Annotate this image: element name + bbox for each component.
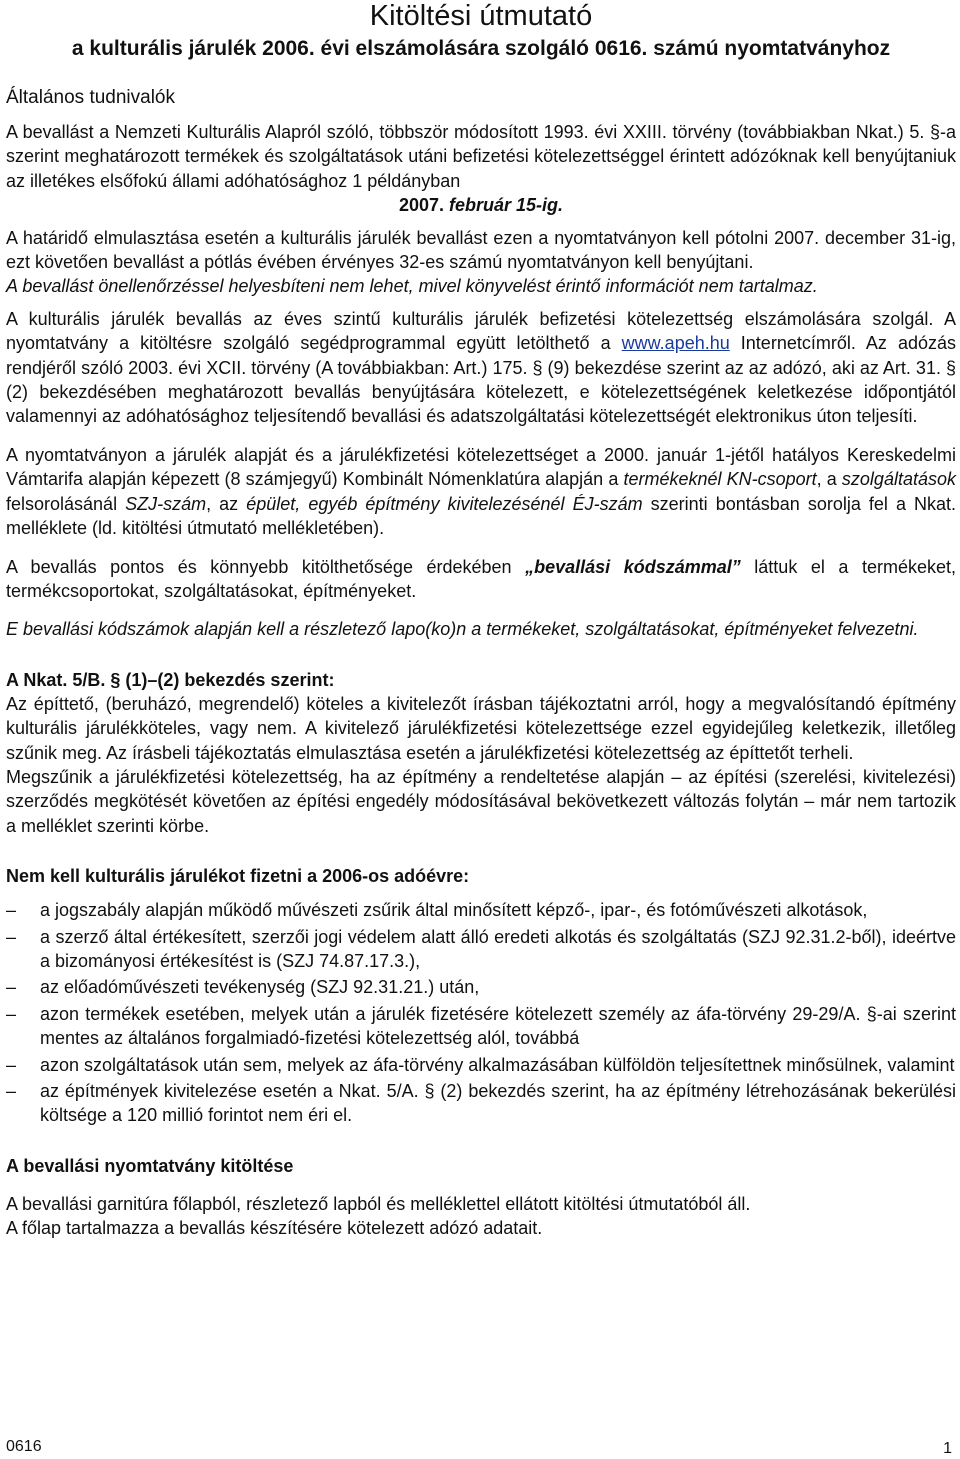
general-paragraph-6: A bevallás pontos és könnyebb kitölthetősége érdekében „bevallási kódszámmal” láttuk el a termékeket, termékcsoportokat, szolgáltatásokat, építményeket. xyxy=(6,556,956,601)
general-paragraph-2: A határidő elmulasztása esetén a kulturális járulék bevallást ezen a nyomtatványon kell pótolni 2007. december 31-ig, ezt követően bevallást a pótlás évében érvényes 32-es számú nyomtatványon kell benyújtani. xyxy=(6,227,956,273)
page-number: 1 xyxy=(943,1440,952,1457)
general-paragraph-1: A bevallást a Nemzeti Kulturális Alapról szóló, többször módosított 1993. évi XXIII. törvény (továbbiakban Nkat.) 5. §-a szerint meghatározott termékek és szolgáltatások utáni befizetési kötelezettséggel érintett adózóknak kell benyújtaniuk az illetékes elsőfokú állami adóhatósághoz 1 példányban xyxy=(6,122,956,191)
nkat-heading: A Nkat. 5/B. § (1)–(2) bekezdés szerint: xyxy=(6,669,335,690)
code-number-term: „bevallási kódszámmal” xyxy=(525,556,741,577)
apeh-link[interactable]: www.apeh.hu xyxy=(621,333,730,354)
list-item: – azon termékek esetében, melyek után a járulék fizetésére kötelezett személy az áfa-törvény 29-29/A. §-ai szerint mentes az általános forgalmiadó-fizetési kötelezettség alól, továbbá xyxy=(6,1003,956,1049)
deadline-line xyxy=(6,193,956,217)
deadline-date: február 15-ig. xyxy=(449,195,564,216)
exempt-heading: Nem kell kulturális járulékot fizetni a 2006-os adóévre: xyxy=(6,866,470,887)
form-paragraph-2: A főlap tartalmazza a bevallás készítésére kötelezett adózó adatait. xyxy=(6,1218,543,1239)
list-item: – a szerző által értékesített, szerzői jogi védelem alatt álló eredeti alkotás és szolgáltatás (SZJ 92.31.2-ből), ideértve a bizományosi értékesítést is (SZJ 74.87.17.3.), xyxy=(6,926,956,971)
list-item: – a jogszabály alapján működő művészeti zsűrik által minősített képző-, ipar-, és fotóművészeti alkotások, xyxy=(6,900,868,921)
general-heading: Általános tudnivalók xyxy=(6,87,175,108)
general-paragraph-4: A kulturális járulék bevallás az éves szintű kulturális járulék befizetési kötelezettség elszámolására szolgál. A nyomtatvány a kitöltésre szolgáló segédprogrammal együtt letölthető a www.apeh.hu Internetcímről. Az adózás rendjéről szóló 2003. évi XCII. törvény (A továbbiakban: Art.) 175. § (9) bekezdése szerint az az adózó, aki az Art. 31. § (2) bekezdésében meghatározott bevallás benyújtására kötelezett, e kötelezettségének keletkezése időpontjától valamennyi az adóhatósághoz teljesítendő bevallási és adatszolgáltatási kötelezettségét elektronikus úton teljesíti. xyxy=(6,308,956,427)
list-item: – az előadóművészeti tevékenység (SZJ 92.31.21.) után, xyxy=(6,977,480,998)
deadline-year: 2007. xyxy=(398,195,449,216)
exempt-list xyxy=(6,898,956,1128)
nkat-paragraph-2: Megszűnik a járulékfizetési kötelezettség, ha az építmény a rendeltetése alapján – az építési (szerelési, kivitelezési) szerződés megkötését követően az építési engedély módosításával bekövetkezett változás folytán – már nem tartozik a melléklet szerinti körbe. xyxy=(6,766,956,836)
document-page xyxy=(6,0,956,1241)
list-item: – az építmények kivitelezése esetén a Nkat. 5/A. § (2) bekezdés szerint, ha az építmény létrehozásának bekerülési költsége a 120 millió forintot nem éri el. xyxy=(6,1081,956,1126)
form-heading: A bevallási nyomtatvány kitöltése xyxy=(6,1155,294,1176)
general-paragraph-5: A nyomtatványon a járulék alapját és a járulékfizetési kötelezettséget a 2000. január 1-jétől hatályos Kereskedelmi Vámtarifa alapján képezett (8 számjegyű) Kombinált Nómenklatúra alapján a termékeknél KN-csoport, a szolgáltatások felsorolásánál SZJ-szám, az épület, egyéb építmény kivitelezésénél ÉJ-szám szerinti bontásban sorolja fel a Nkat. melléklete (ld. kitöltési útmutató mellékletében). xyxy=(6,444,957,539)
nkat-paragraph-1: Az építtető, (beruházó, megrendelő) köteles a kivitelezőt írásban tájékoztatni arról, hogy a megvalósítandó építmény kulturális járulékköteles, vagy nem. A kivitelező járulékfizetési kötelezettsége ezzel egyidejűleg keletkezik, illetőleg szűnik meg. Az írásbeli tájékoztatás elmulasztása esetén a járulékfizetési kötelezettség az építtetőt terheli. xyxy=(6,693,956,763)
page-subtitle: a kulturális járulék 2006. évi elszámolására szolgáló 0616. számú nyomtatványhoz xyxy=(71,37,891,60)
form-number: 0616 xyxy=(6,1438,42,1455)
form-paragraph-1: A bevallási garnitúra főlapból, részletező lapból és melléklettel ellátott kitöltési útmutatóból áll. xyxy=(6,1193,751,1214)
general-paragraph-3: A bevallást önellenőrzéssel helyesbíteni nem lehet, mivel könyvelést érintő információt nem tartalmaz. xyxy=(6,276,818,297)
general-paragraph-7: E bevallási kódszámok alapján kell a részletező lapo(ko)n a termékeket, szolgáltatásokat, építményeket felvezetni. xyxy=(6,619,919,640)
list-item: – azon szolgáltatások után sem, melyek az áfa-törvény alkalmazásában külföldön teljesítettnek minősülnek, valamint xyxy=(6,1054,955,1075)
page-title: Kitöltési útmutató xyxy=(369,0,593,32)
